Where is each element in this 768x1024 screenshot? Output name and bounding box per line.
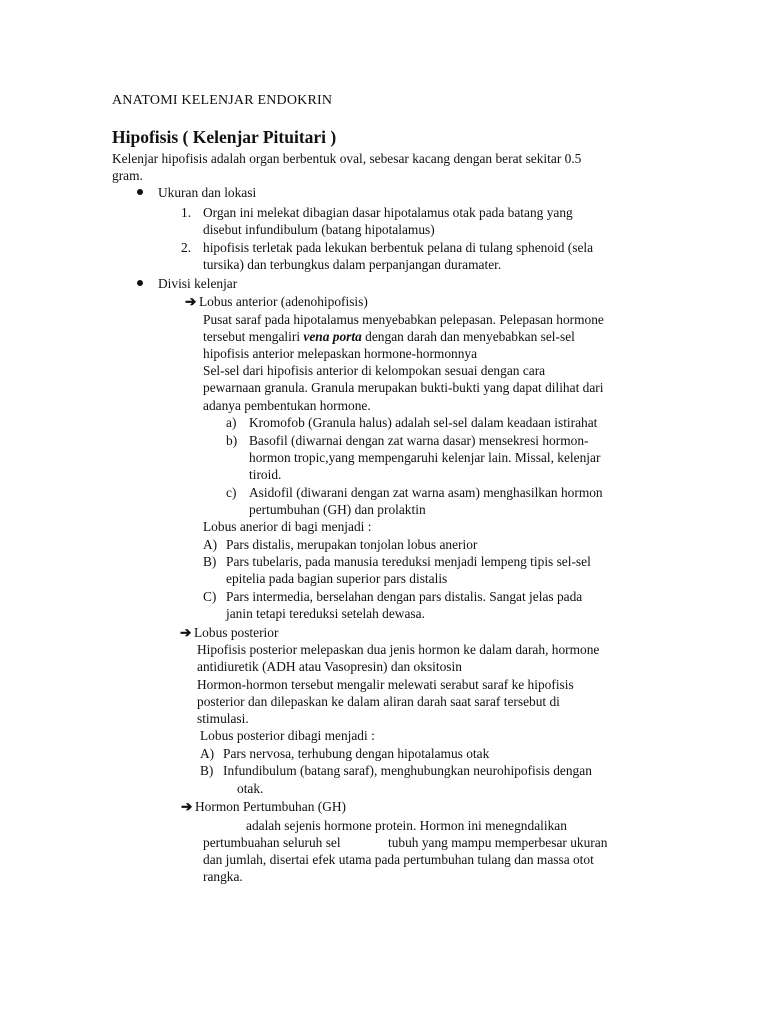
list-item-text: Kromofob (Granula halus) adalah sel-sel dalam keadaan istirahat [249, 415, 598, 430]
paragraph-line: Sel-sel dari hipofisis anterior di kelompokan sesuai dengan cara [203, 363, 546, 378]
arrow-right-icon: ➔ [180, 625, 192, 640]
paragraph-line: Lobus anerior di bagi menjadi : [203, 519, 372, 534]
list-item-text: disebut infundibulum (batang hipotalamus) [203, 222, 435, 237]
paragraph-line: tubuh yang mampu memperbesar ukuran [388, 835, 608, 850]
bullet-dot [137, 280, 143, 286]
list-mark: A) [200, 746, 215, 761]
bullet-label: Divisi kelenjar [158, 276, 238, 291]
paragraph-line: hipofisis anterior melepaskan hormone-hormonnya [203, 346, 478, 361]
paragraph-line: dan jumlah, disertai efek utama pada pertumbuhan tulang dan massa otot [203, 852, 594, 867]
paragraph-line: posterior dan dilepaskan ke dalam aliran darah saat saraf tersebut di [197, 694, 560, 709]
gh-heading: Hormon Pertumbuhan (GH) [195, 799, 346, 814]
paragraph-line: Hipofisis posterior melepaskan dua jenis hormon ke dalam darah, hormone [197, 642, 600, 657]
paragraph-line: adalah sejenis hormone protein. Hormon ini menegndalikan [246, 818, 567, 833]
list-item-text: Infundibulum (batang saraf), menghubungkan neurohipofisis dengan [223, 763, 592, 778]
list-item-text: Asidofil (diwarani dengan zat warna asam) menghasilkan hormon [249, 485, 603, 500]
emphasis-term: vena porta [303, 329, 362, 344]
list-mark: B) [200, 763, 214, 778]
paragraph-line [203, 328, 575, 345]
paragraph-line: antidiuretik (ADH atau Vasopresin) dan oksitosin [197, 659, 462, 674]
arrow-right-icon: ➔ [181, 799, 193, 814]
list-number: 2. [181, 240, 192, 255]
list-item-text: Basofil (diwarnai dengan zat warna dasar) mensekresi hormon- [249, 433, 589, 448]
list-item-text: Organ ini melekat dibagian dasar hipotalamus otak pada batang yang [203, 205, 573, 220]
list-item-text: Pars nervosa, terhubung dengan hipotalamus otak [223, 746, 490, 761]
paragraph-line: adanya pembentukan hormone. [203, 398, 371, 413]
bullet-label: Ukuran dan lokasi [158, 185, 257, 200]
text-run: tersebut mengaliri [203, 329, 304, 344]
list-mark: A) [203, 537, 218, 552]
list-item-text: Pars intermedia, berselahan dengan pars distalis. Sangat jelas pada [226, 589, 583, 604]
section-title: Hipofisis ( Kelenjar Pituitari ) [112, 127, 337, 147]
arrow-right-icon: ➔ [185, 294, 197, 309]
list-mark: c) [226, 485, 237, 500]
paragraph-line: rangka. [203, 869, 243, 884]
posterior-heading: Lobus posterior [194, 625, 279, 640]
list-item-text: Pars tubelaris, pada manusia tereduksi menjadi lempeng tipis sel-sel [226, 554, 591, 569]
intro-line: Kelenjar hipofisis adalah organ berbentuk oval, sebesar kacang dengan berat sekitar 0.5 [112, 151, 582, 166]
list-item-text: tiroid. [249, 467, 282, 482]
list-item-text: hipofisis terletak pada lekukan berbentuk pelana di tulang sphenoid (sela [203, 240, 594, 255]
subsection-heading [181, 798, 346, 815]
intro-line: gram. [112, 168, 143, 183]
list-mark: C) [203, 589, 217, 604]
paragraph-line: Pusat saraf pada hipotalamus menyebabkan pelepasan. Pelepasan hormone [203, 312, 604, 327]
document-title: ANATOMI KELENJAR ENDOKRIN [112, 93, 333, 108]
subsection-heading [180, 624, 278, 641]
paragraph-line: pertumbuahan seluruh sel [203, 835, 341, 850]
paragraph-line: Hormon-hormon tersebut mengalir melewati serabut saraf ke hipofisis [197, 677, 574, 692]
paragraph-line: stimulasi. [197, 711, 249, 726]
subsection-heading [185, 293, 368, 310]
list-mark: B) [203, 554, 217, 569]
list-item-text: otak. [237, 781, 264, 796]
list-item-text: epitelia pada bagian superior pars distalis [226, 571, 448, 586]
paragraph-line: Lobus posterior dibagi menjadi : [200, 728, 375, 743]
list-item-text: tursika) dan terbungkus dalam perpanjangan duramater. [203, 257, 502, 272]
text-run: dengan darah dan menyebabkan sel-sel [361, 329, 575, 344]
paragraph-line: pewarnaan granula. Granula merupakan bukti-bukti yang dapat dilihat dari [203, 380, 604, 395]
list-item-text: Pars distalis, merupakan tonjolan lobus anerior [226, 537, 478, 552]
list-item-text: hormon tropic,yang mempengaruhi kelenjar lain. Missal, kelenjar [249, 450, 601, 465]
list-item-text: janin tetapi tereduksi setelah dewasa. [226, 606, 425, 621]
bullet-dot [137, 189, 143, 195]
list-mark: b) [226, 433, 238, 448]
anterior-heading: Lobus anterior (adenohipofisis) [199, 294, 368, 309]
list-number: 1. [181, 205, 192, 220]
list-mark: a) [226, 415, 237, 430]
list-item-text: pertumbuhan (GH) dan prolaktin [249, 502, 426, 517]
